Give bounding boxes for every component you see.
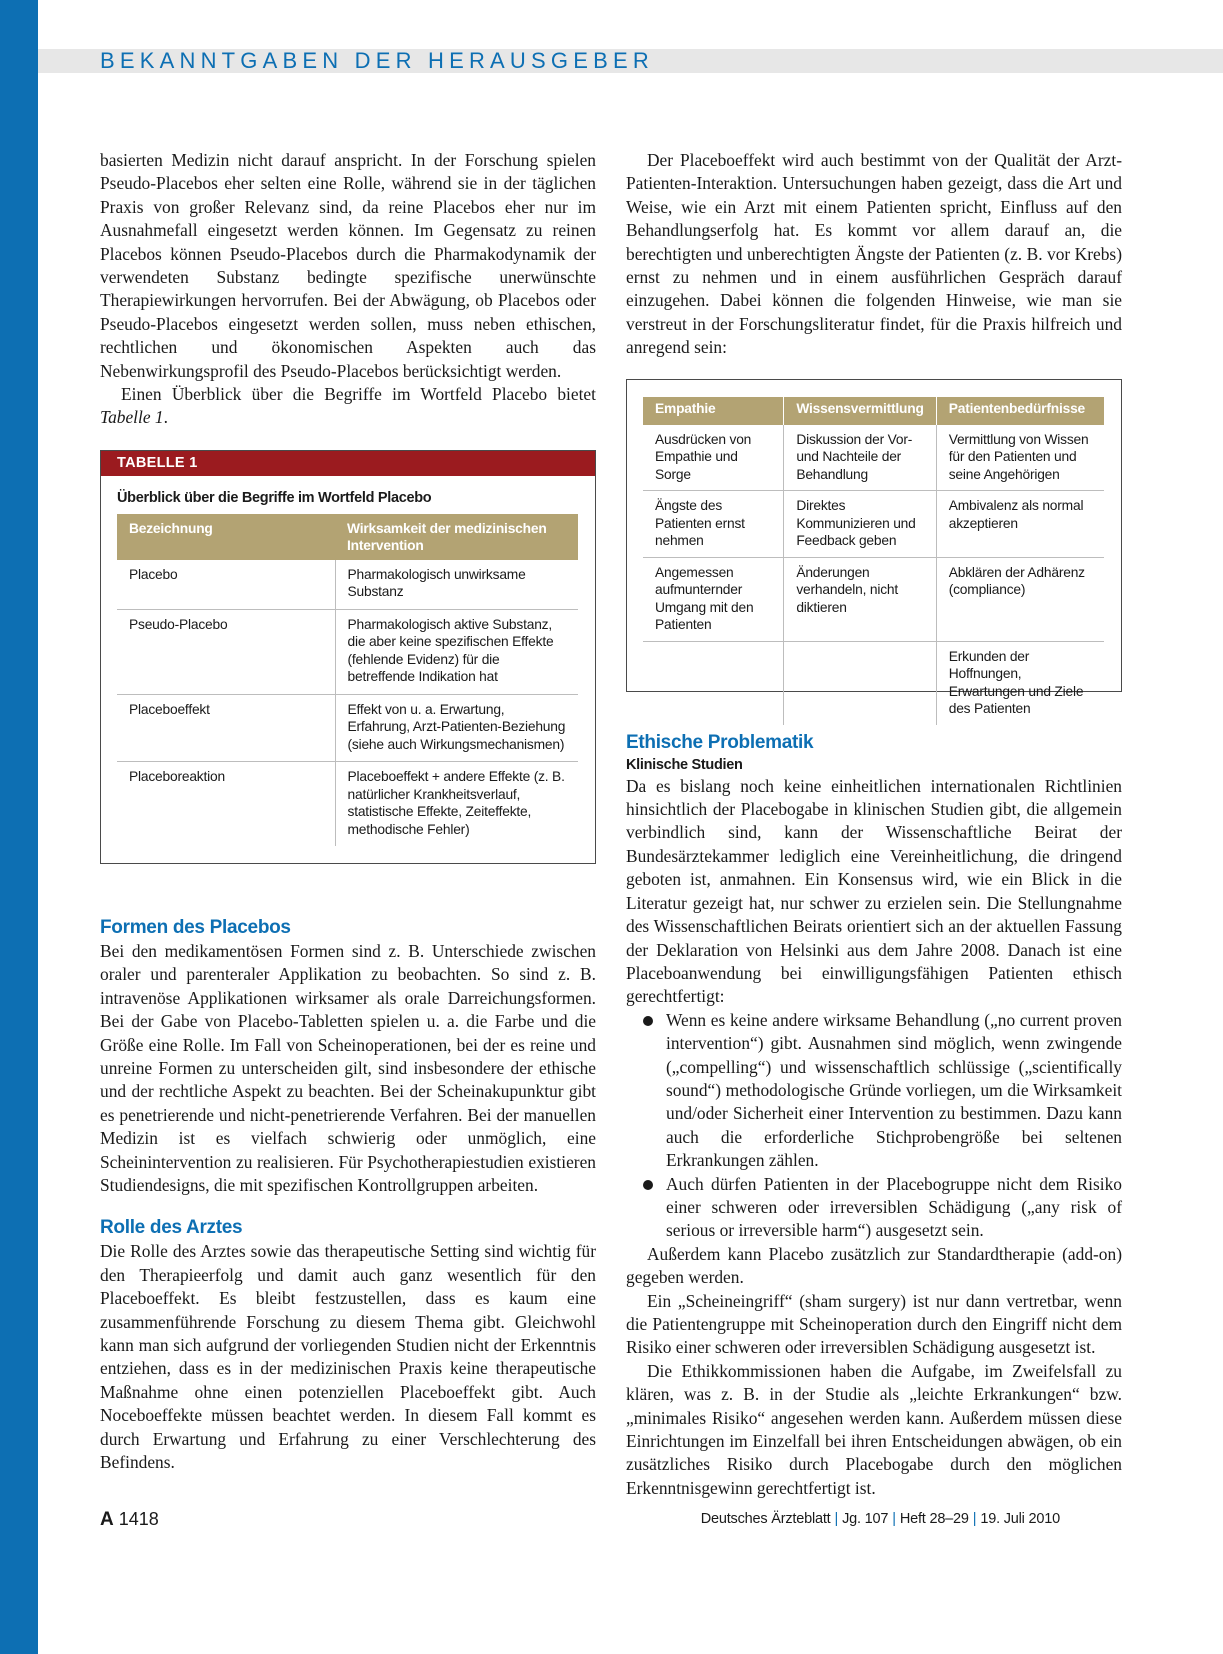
table-1-header-cell: Bezeichnung (117, 514, 335, 560)
footer-separator: | (834, 1511, 839, 1527)
left-column (100, 149, 596, 1474)
bullet-icon (643, 1016, 653, 1026)
table-row (117, 762, 578, 847)
formen-paragraph: Bei den medikamentösen Formen sind z. B. Unterschiede zwischen oraler und parenteraler Applikation zu beobachten. So sind z. B. intravenöse Applikationen wirksamer als orale Darreichungsformen. Bei der Gabe von Placebo-Tabletten spielen u. a. die Farbe und die Größe eine Rolle. Im Fall von Scheinoperationen, bei der es reine und unreine Formen zu unterscheiden gilt, sind insbesondere der ethische und der rechtliche Aspekt zu beachten. Bei der Scheinakupunktur gibt es penetrierende und nicht-penetrierende Verfahren. Bei der manuellen Medizin ist es vielfach schwierig oder unmöglich, eine Scheinintervention zu realisieren. Für Psychotherapiestudien existieren Studiendesigns, die mit spezifischen Kontrollgruppen arbeiten. (100, 940, 596, 1195)
table-row (643, 425, 1104, 491)
journal-volume: Jg. 107 (842, 1511, 889, 1527)
table-row (117, 694, 578, 762)
table-cell: Effekt von u. a. Erwartung, Erfahrung, Arzt-Patienten-Beziehung (siehe auch Wirkungsmechanismen) (335, 694, 578, 762)
bullet-icon (643, 1180, 653, 1190)
journal-name: Deutsches Ärzteblatt (700, 1511, 831, 1527)
table-row (643, 557, 1104, 641)
table-2-header-row (643, 397, 1104, 425)
footer-separator: | (892, 1511, 896, 1527)
table-row (643, 491, 1104, 558)
journal-date: 19. Juli 2010 (980, 1511, 1060, 1527)
table-cell: Placebo (117, 560, 335, 610)
table-cell: Vermittlung von Wissen für den Patienten und seine Angehörigen (936, 425, 1104, 491)
table-cell: Placeboeffekt + andere Effekte (z. B. natürlicher Krankheitsverlauf, statistische Effekte, Zeiteffekte, methodische Fehler) (347, 769, 565, 837)
table-1 (117, 514, 578, 847)
table-cell: Placeboreaktion (117, 762, 335, 847)
ethik-paragraph-2: Außerdem kann Placebo zusätzlich zur Standardtherapie (add-on) gegeben werden. (626, 1243, 1122, 1288)
table-2-header-cell: Patientenbedürfnisse (936, 397, 1104, 425)
section-title-ethik: Ethische Problematik (626, 731, 814, 753)
table-cell (643, 641, 784, 725)
list-item: Wenn es keine andere wirksame Behandlung („no current proven intervention“) gibt. Ausnahmen sind möglich, wenn zwingende („compelling“) und wissenschaftlich schlüssige („scientifically sound“) methodologische Gründe vorliegen, um die Wirksamkeit und/oder Sicherheit einer Intervention zu bestimmen. Dazu kann auch die erforderliche Stichprobengröße bei seltenen Erkrankungen zählen. (626, 1009, 1122, 1173)
blue-sidebar-bar (0, 0, 38, 1654)
table-2-header-cell: Empathie (643, 397, 784, 425)
table-cell: Direktes Kommunizieren und Feedback geben (784, 491, 936, 558)
table-cell (784, 641, 936, 725)
bullet-list (626, 1009, 1122, 1243)
table-2 (643, 397, 1104, 725)
table-cell: Pharmakologisch unwirksame Substanz (335, 560, 578, 610)
journal-footer (701, 1511, 1060, 1527)
journal-issue: Heft 28–29 (899, 1511, 969, 1527)
table-row (643, 641, 1104, 725)
table-row (117, 609, 578, 694)
section-title-formen: Formen des Placebos (100, 916, 291, 938)
table-cell: Abklären der Adhärenz (compliance) (936, 557, 1104, 641)
table-cell: Pseudo-Placebo (117, 609, 335, 694)
left-paragraph-2: Einen Überblick über die Begriffe im Wortfeld Placebo bietet Tabelle 1. (100, 384, 596, 428)
table-row (117, 560, 578, 610)
section-header: BEKANNTGABEN DER HERAUSGEBER (100, 48, 654, 73)
table-reference: Tabelle 1 (100, 407, 164, 428)
table-1-header-cell: Wirksamkeit der medizinischen Intervention (335, 514, 578, 560)
table-cell: Ausdrücken von Empathie und Sorge (643, 425, 784, 491)
table-cell: Diskussion der Vor- und Nachteile der Behandlung (784, 425, 936, 491)
table-1-caption: Überblick über die Begriffe im Wortfeld Placebo (117, 489, 432, 506)
ethik-paragraph-3: Ein „Scheineingriff“ (sham surgery) ist nur dann vertretbar, wenn die Patientengruppe mit Scheinoperation durch den Eingriff nicht dem Risiko einer schweren oder irreversiblen Schädigung ausgesetzt ist. (626, 1290, 1122, 1358)
table-1-header-row (117, 514, 578, 560)
table-cell: Angemessen aufmunternder Umgang mit den Patienten (643, 557, 784, 641)
section-title-rolle: Rolle des Arztes (100, 1217, 243, 1239)
table-2-box (626, 379, 1122, 717)
rolle-paragraph: Die Rolle des Arztes sowie das therapeutische Setting sind wichtig für den Therapieerfolg und damit auch ganz wesentlich für den Placeboeffekt. Es bleibt festzustellen, dass es kaum eine zusammenführende Forschung zu diesem Thema gibt. Gleichwohl kann man sich aufgrund der vorliegenden Studien nicht der Erkenntnis entziehen, dass es in der medizinischen Praxis keine therapeutische Maßnahme ohne einen potenziellen Placeboeffekt gibt. Auch Noceboeffekte müssen beachtet werden. In diesem Fall kommt es durch Erwartung und Erfahrung zu einer Verschlechterung des Befindens. (100, 1241, 596, 1472)
table-cell: Änderungen verhandeln, nicht diktieren (784, 557, 936, 641)
table-cell: Ängste des Patienten ernst nehmen (643, 491, 784, 558)
page-number: A 1418 (100, 1509, 159, 1530)
table-1-box (100, 450, 596, 864)
footer-separator: | (972, 1511, 977, 1527)
table-2-header-cell: Wissensvermittlung (784, 397, 936, 425)
left-paragraph-1: basierten Medizin nicht darauf anspricht. In der Forschung spielen Pseudo-Placebos eher selten eine Rolle, während sie in der täglichen Praxis von großer Relevanz sind, da reine Placebos eher nur im Ausnahmefall eingesetzt werden können. Im Gegensatz zu reinen Placebos können Pseudo-Placebos durch die Pharmakodynamik der verwendeten Substanz bedingte spezifische unerwünschte Therapiewirkungen hervorrufen. Bei der Abwägung, ob Placebos oder Pseudo-Placebos eingesetzt werden sollen, muss neben ethischen, rechtlichen und ökonomischen Aspekten auch das Nebenwirkungsprofil des Pseudo-Placebos berücksichtigt werden. (100, 150, 596, 381)
list-item: Auch dürfen Patienten in der Placebogruppe nicht dem Risiko einer schweren oder irreversiblen Schädigung („any risk of serious or irreversible harm“) ausgesetzt sein. (626, 1173, 1122, 1243)
table-cell: Pharmakologisch aktive Substanz, die aber keine spezifischen Effekte (fehlende Evidenz) für die betreffende Indikation hat (335, 609, 578, 694)
table-1-label: TABELLE 1 (101, 451, 595, 476)
table-cell: Erkunden der Hoffnungen, Erwartungen und Ziele des Patienten (936, 641, 1104, 725)
table-cell: Ambivalenz als normal akzeptieren (936, 491, 1104, 558)
right-paragraph-1: Der Placeboeffekt wird auch bestimmt von der Qualität der Arzt-Patienten-Interaktion. Untersuchungen haben gezeigt, dass die Art und Weise, wie ein Arzt mit einem Patienten spricht, Einfluss auf den Behandlungserfolg hat. Es kommt vor allem darauf an, die berechtigten und unberechtigten Ängste der Patienten (z. B. vor Krebs) ernst zu nehmen und in einem ausführlichen Gespräch darauf einzugehen. Dabei können die folgenden Hinweise, wie man sie verstreut in der Forschungsliteratur findet, für die Praxis hilfreich und anregend sein: (626, 150, 1122, 358)
table-cell: Placeboeffekt (117, 694, 335, 762)
ethik-paragraph-1: Da es bislang noch keine einheitlichen internationalen Richtlinien hinsichtlich der Placebogabe in klinischen Studien gibt, die allgemein verbindlich sind, kann der Wissenschaftliche Beirat der Bundesärztekammer lediglich eine Vereinheitlichung, die dringend geboten ist, anmahnen. Ein Konsensus wird, wie ein Blick in die Literatur gezeigt hat, nur schwer zu erzielen sein. Die Stellungnahme des Wissenschaftlichen Beirats orientiert sich an der aktuellen Fassung der Deklaration von Helsinki aus dem Jahre 2008. Danach ist eine Placeboanwendung bei einwilligungsfähigen Patienten ethisch gerechtfertigt: (626, 775, 1122, 1007)
ethik-paragraph-4: Die Ethikkommissionen haben die Aufgabe, im Zweifelsfall zu klären, was z. B. in der Studie als „leichte Erkrankungen“ bzw. „minimales Risiko“ angesehen werden kann. Außerdem müssen diese Einrichtungen im Einzelfall bei ihren Entscheidungen abwägen, ob ein zusätzliches Risiko durch Placebogabe durch den möglichen Erkenntnisgewinn gerechtfertigt ist. (626, 1360, 1122, 1498)
right-column (626, 149, 1122, 1500)
subsection-title-klinische-studien: Klinische Studien (626, 756, 743, 773)
